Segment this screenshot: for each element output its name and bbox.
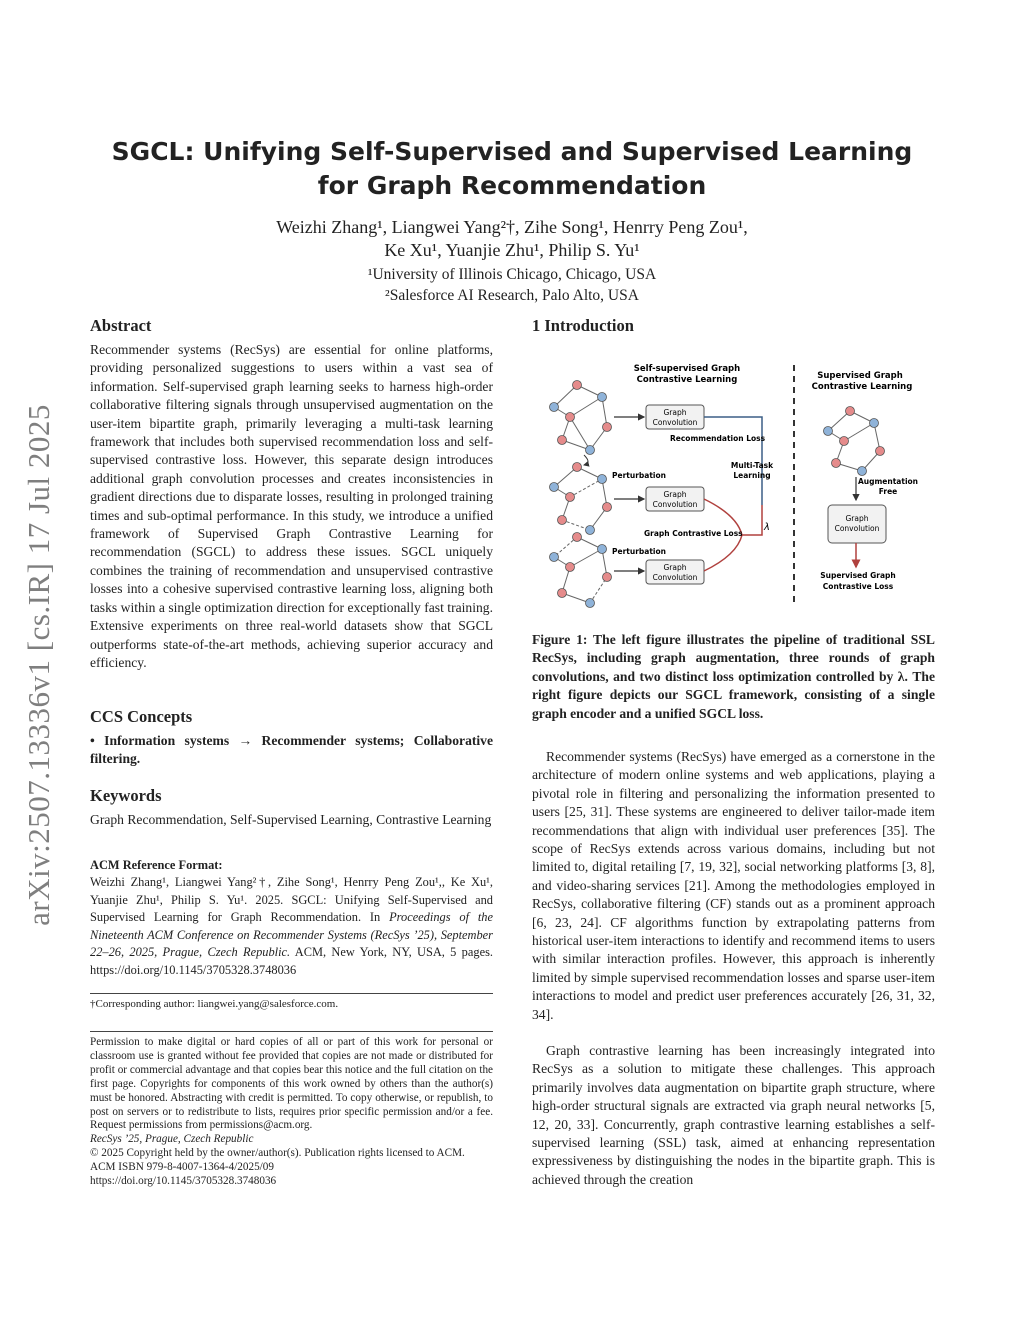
affiliations	[90, 264, 934, 306]
paper-title	[90, 135, 934, 203]
authors-line-1: Weizhi Zhang¹, Liangwei Yang²†, Zihe Song¹, Henrry Peng Zou¹,	[276, 217, 748, 237]
intro-paragraph-1: Recommender systems (RecSys) have emerged as a cornerstone in the architecture of modern online systems and web applications, playing a pivotal role in filtering and personalizing the information presented to users [25, 31]. These systems are engineered to deliver tailor-made item recommendations that align with individual user preferences [35]. The scope of RecSys extends across various domains, including but not limited to, digital retailing [7, 19, 32], social networking platforms [3, 8], and video-sharing services [21]. Among the methodologies employed in RecSys, collaborative filtering (CF) stands out as a prominent approach [6, 23, 24]. CF algorithms function by extrapolating patterns from historical user-item interactions to identify and recommend items to users with similar interaction profiles. However, this approach is inherently limited by simple supervised recommendation losses and sparse user-item interactions to model and predict user preferences accurately [26, 31, 32, 34].	[532, 749, 935, 1022]
fig-sgcl-loss-1: Supervised Graph	[820, 571, 896, 580]
ccs-concepts: • Information systems → Recommender systems; Collaborative filtering.	[90, 733, 493, 767]
footnote-rule	[90, 993, 493, 994]
fig-perturbation-1: Perturbation	[612, 471, 666, 480]
arxiv-stamp: arXiv:2507.13336v1 [cs.IR] 17 Jul 2025	[21, 404, 56, 926]
acm-ref-authors: Weizhi Zhang¹, Liangwei Yang²†, Zihe Song¹, Henrry Peng Zou¹,, Ke Xu¹, Yuanjie Zhu¹, Philip S. Yu¹. 2025. SGCL: Unifying Self-Supervised and Supervised Learning for Graph Recommendation. In	[90, 875, 493, 925]
gc3-line1: Graph	[663, 563, 687, 572]
gc2-line2: Convolution	[652, 500, 698, 509]
figure-1	[532, 355, 936, 617]
abstract-heading: Abstract	[90, 316, 152, 335]
affiliation-2: ²Salesforce AI Research, Palo Alto, USA	[385, 287, 639, 304]
gcr-line1: Graph	[845, 514, 869, 523]
graph-nodes-bottom	[550, 533, 612, 608]
gc1-line2: Convolution	[652, 418, 698, 427]
permission-doi: https://doi.org/10.1145/3705328.3748036	[90, 1175, 277, 1188]
fig-sup-title-2: Contrastive Learning	[811, 382, 913, 392]
graph-nodes-top	[550, 381, 612, 455]
gcr-line2: Convolution	[834, 524, 880, 533]
permission-block	[90, 1036, 493, 1189]
gc3-line2: Convolution	[652, 573, 698, 582]
gcl-path-2	[704, 535, 742, 571]
arrow-perturb1	[584, 455, 588, 465]
fig-aug-2: Free	[878, 487, 898, 496]
footnote: †Corresponding author: liangwei.yang@salesforce.com.	[90, 998, 339, 1010]
graph-convolution-box-3	[646, 560, 704, 584]
fig-sup-title-1: Supervised Graph	[817, 371, 903, 381]
fig-ssl-title-1: Self-supervised Graph	[633, 364, 741, 374]
fig-sgcl-loss-2: Contrastive Loss	[822, 582, 894, 591]
acm-ref-format	[90, 874, 493, 980]
acm-ref-tail: ACM, New York, NY, USA, 5 pages. https://doi.org/10.1145/3705328.3748036	[90, 945, 493, 977]
affiliation-1: ¹University of Illinois Chicago, Chicago, USA	[367, 266, 657, 283]
graph-convolution-box-2	[646, 487, 704, 511]
figure-caption: Figure 1: The left figure illustrates the pipeline of traditional SSL RecSys, including graph augmentation, three rounds of graph convolutions, and two distinct loss optimization controlled by λ. The right figure depicts our SGCL framework, consisting of a single graph encoder and a unified SGCL loss.	[532, 632, 935, 721]
acm-ref-heading: ACM Reference Format:	[90, 858, 223, 872]
gc1-line1: Graph	[663, 408, 687, 417]
gc2-line1: Graph	[663, 490, 687, 499]
permission-venue: RecSys ’25, Prague, Czech Republic	[90, 1133, 254, 1146]
fig-perturbation-2: Perturbation	[612, 547, 666, 556]
ccs-heading: CCS Concepts	[90, 707, 193, 726]
fig-gcl-loss: Graph Contrastive Loss	[644, 529, 743, 538]
abstract-text: Recommender systems (RecSys) are essential for online platforms, providing personalized suggestions to users within a vast sea of information. Self-supervised graph learning seeks to harness high-order collaborative filtering signals through unsupervised augmentation on the user-item bipartite graph, primarily leveraging a multi-task learning framework that includes both supervised recommendation loss and self-supervised contrastive loss. However, this separate design introduces additional graph convolution processes and creates inconsistencies in gradient directions due to disparate losses, resulting in prolonged training times and sub-optimal performance. In this study, we introduce a unified framework of Supervised Graph Contrastive Learning for recommendation (SGCL) to address these issues. SGCL uniquely combines the training of recommendation and unsupervised contrastive losses into a cohesive supervised contrastive learning loss, aligning both tasks within a single optimization direction for exceptionally fast training. Extensive experiments on three real-world datasets show that SGCL outperforms state-of-the-art methods, achieving superior accuracy and efficiency.	[90, 342, 493, 670]
fig-aug-1: Augmentation	[857, 477, 919, 486]
title-line-2: for Graph Recommendation	[317, 171, 707, 200]
multitask-join	[742, 505, 762, 535]
fig-lambda: λ	[764, 522, 770, 533]
fig-multitask-2: Learning	[733, 471, 771, 480]
intro-paragraph-2: Graph contrastive learning has been increasingly integrated into RecSys as a solution to mitigate these challenges. This approach primarily involves data augmentation on bipartite graph structure, where high-order structural signals are extracted via graph neural networks [5, 12, 20, 33]. Concurrently, graph contrastive learning establishes a self-supervised learning (SSL) task, aimed at enhancing representation expressiveness by distinguishing the nodes in the bipartite graph. This is achieved through the creation	[532, 1043, 935, 1187]
graph-convolution-box-1	[646, 405, 704, 429]
acm-ref-venue: Proceedings of the Nineteenth ACM Conference on Recommender Systems (RecSys ’25), September 22–26, 2025, Prague, Czech Republic.	[90, 910, 493, 960]
permission-notice: Permission to make digital or hard copies of all or part of this work for personal or classroom use is granted without fee provided that copies are not made or distributed for profit or commercial advantage and that copies bear this notice and the full citation on the first page. Copyrights for components of this work owned by others than the author(s) must be honored. Abstracting with credit is permitted. To copy otherwise, or republish, to post on servers or to redistribute to lists, requires prior specific permission and/or a fee. Request permissions from permissions@acm.org.	[90, 1036, 493, 1132]
permission-isbn: ACM ISBN 979-8-4007-1364-4/2025/09	[90, 1161, 274, 1174]
fig-ssl-title-2: Contrastive Learning	[636, 375, 738, 385]
graph-nodes-middle	[550, 463, 612, 535]
fig-multitask-1: Multi-Task	[730, 461, 774, 470]
graph-nodes-right	[824, 407, 885, 476]
intro-heading: 1 Introduction	[532, 316, 634, 335]
title-line-1: SGCL: Unifying Self-Supervised and Supervised Learning	[111, 137, 913, 166]
permission-rule	[90, 1031, 493, 1032]
authors	[90, 216, 934, 262]
fig-rec-loss: Recommendation Loss	[670, 434, 766, 443]
keywords-text: Graph Recommendation, Self-Supervised Learning, Contrastive Learning	[90, 812, 492, 827]
arxiv-stamp-container	[4, 385, 74, 945]
permission-copyright: © 2025 Copyright held by the owner/author(s). Publication rights licensed to ACM.	[90, 1147, 465, 1160]
keywords-heading: Keywords	[90, 786, 162, 805]
graph-convolution-box-right	[828, 505, 886, 543]
authors-line-2: Ke Xu¹, Yuanjie Zhu¹, Philip S. Yu¹	[384, 240, 640, 260]
